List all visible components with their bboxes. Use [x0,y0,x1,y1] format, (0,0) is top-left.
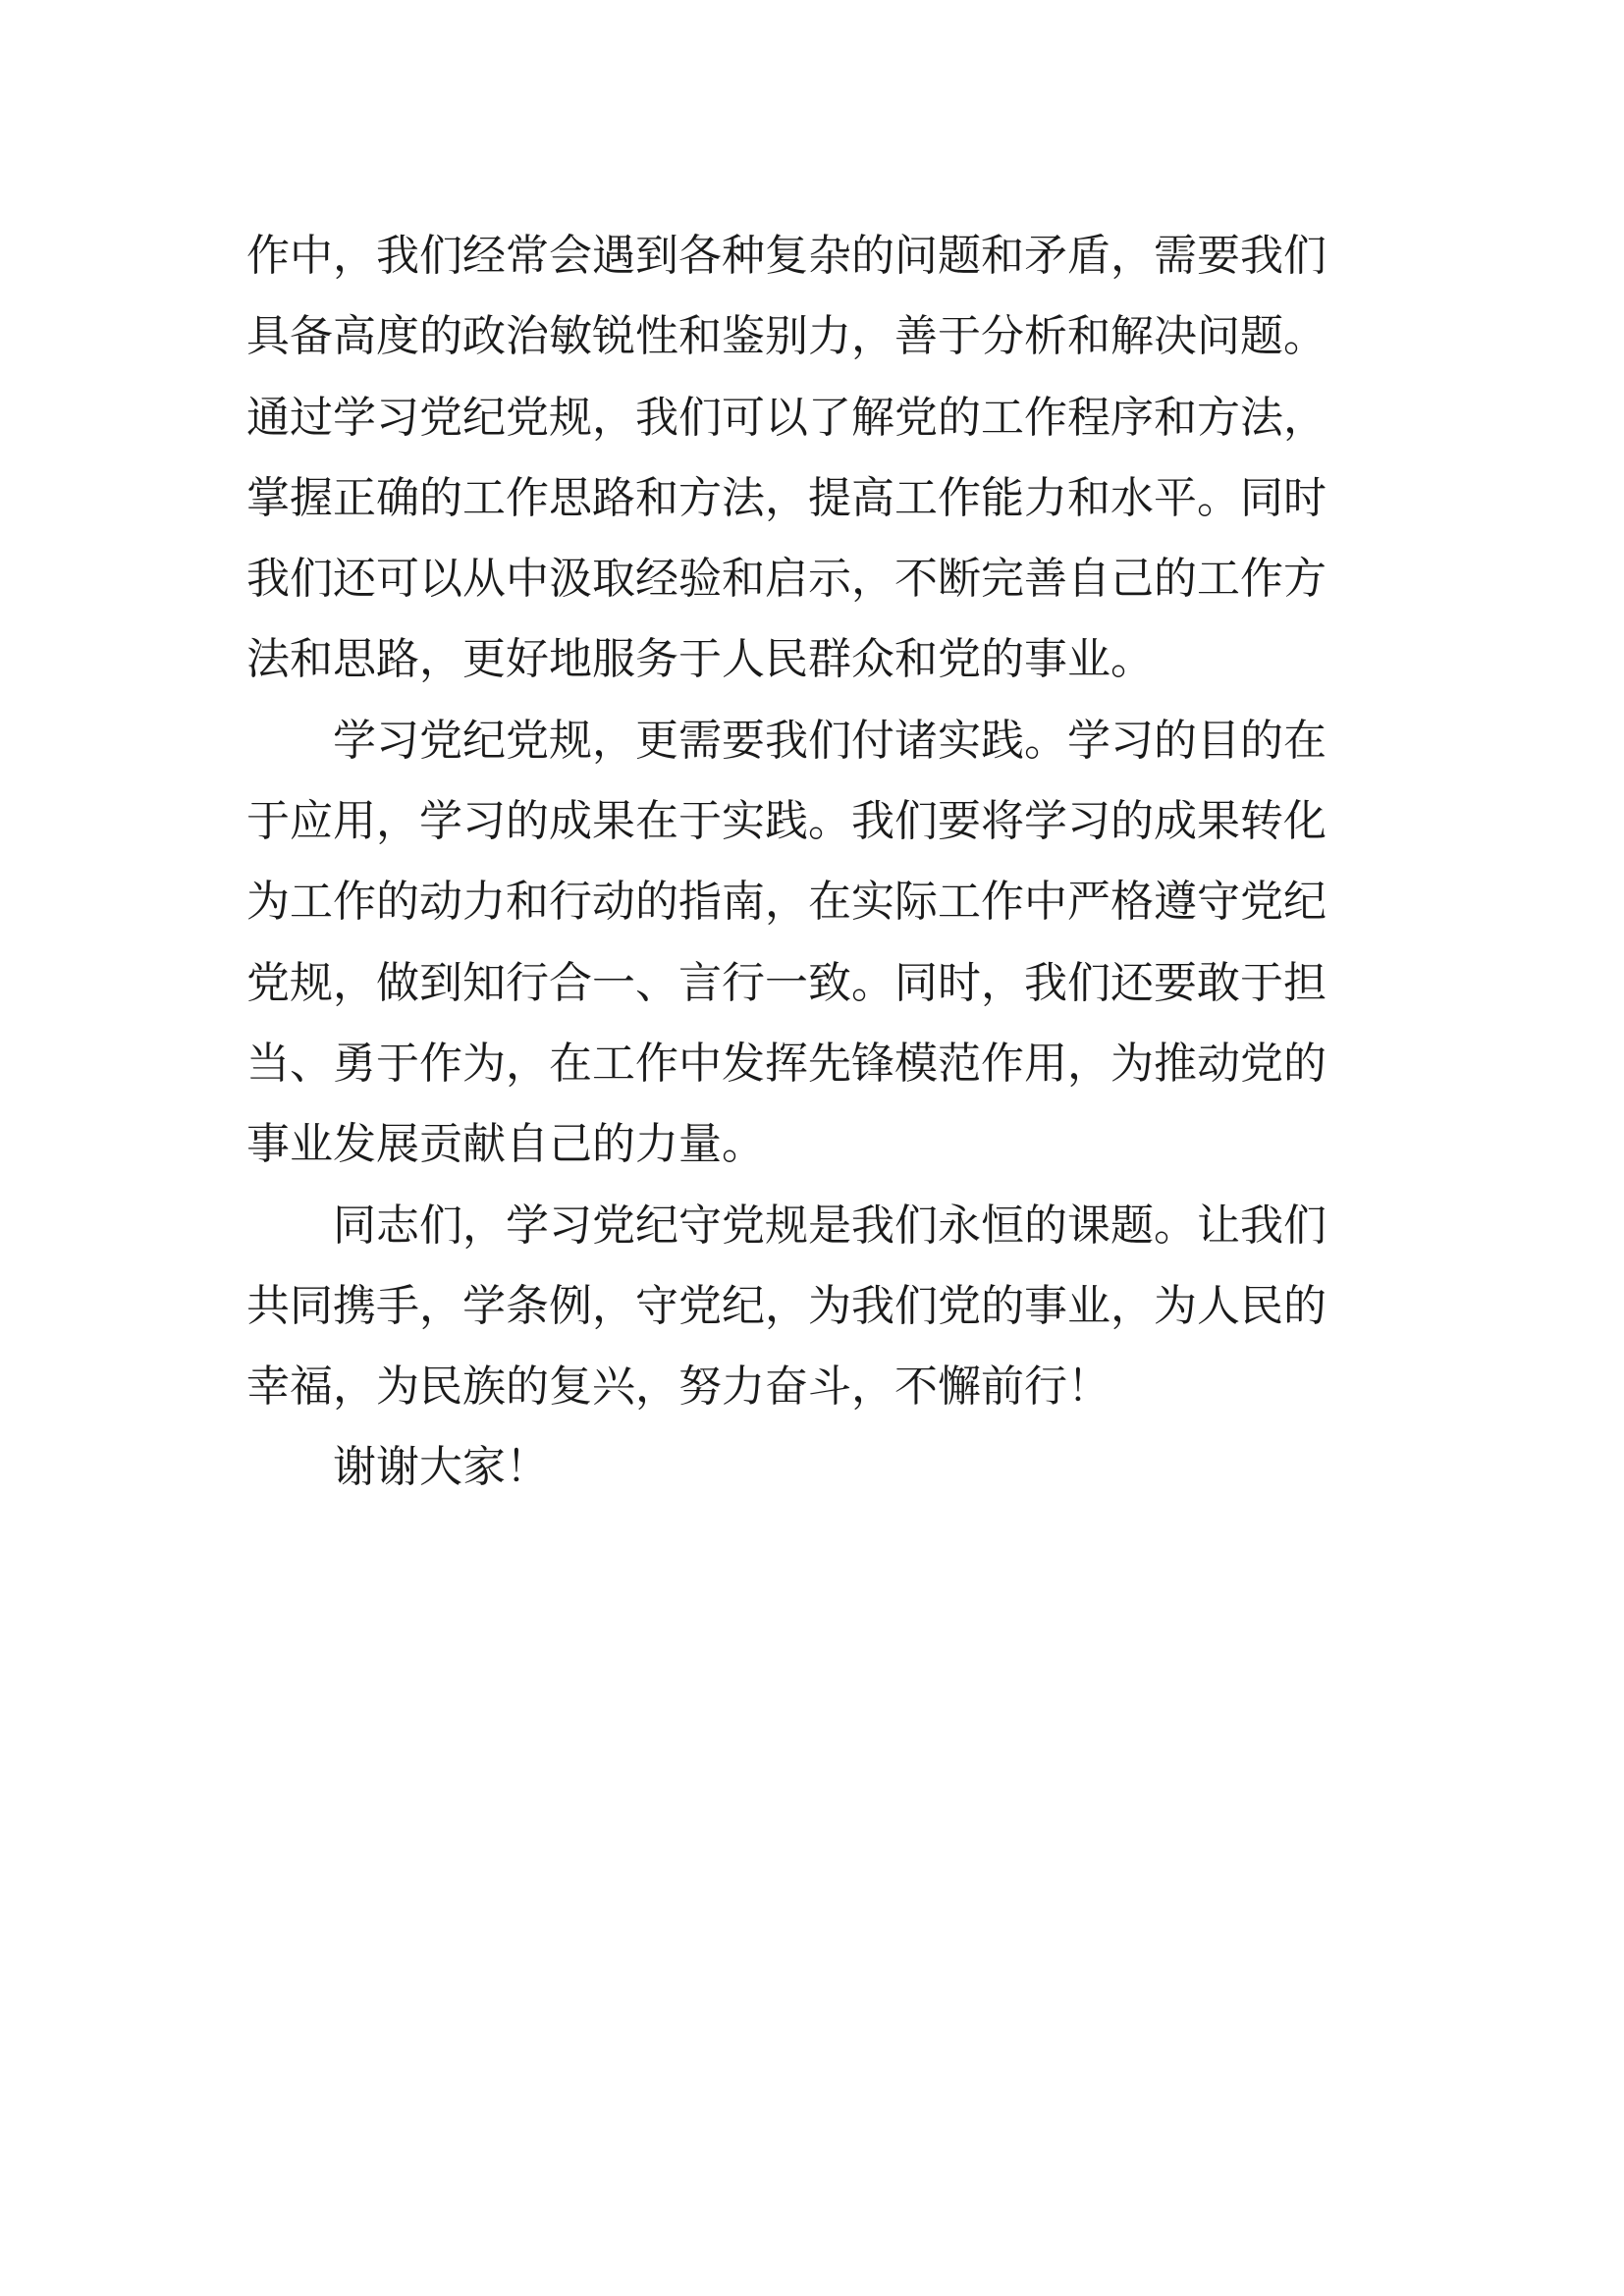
paragraph-thanks [246,1427,1385,1508]
text-line: 通过学习党纪党规，我们可以了解党的工作程序和方法， [246,392,1326,443]
paragraph-practice [246,701,1385,1186]
text-line: 事业发展贡献自己的力量。 [246,1119,765,1170]
paragraph-conclusion [246,1186,1385,1428]
text-line: 幸福，为民族的复兴，努力奋斗，不懈前行！ [246,1362,1110,1413]
text-line: 于应用，学习的成果在于实践。我们要将学习的成果转化 [246,796,1326,847]
text-line: 学习党纪党规，更需要我们付诸实践。学习的目的在 [333,715,1326,766]
text-line: 当、勇于作为，在工作中发挥先锋模范作用，为推动党的 [246,1038,1326,1089]
text-line: 作中，我们经常会遇到各种复杂的问题和矛盾，需要我们 [246,231,1326,281]
text-line: 共同携手，学条例，守党纪，为我们党的事业，为人民的 [246,1280,1326,1331]
text-line: 法和思路，更好地服务于人民群众和党的事业。 [246,634,1154,685]
text-line: 具备高度的政治敏锐性和鉴别力，善于分析和解决问题。 [246,311,1326,362]
document-body [246,216,1385,1509]
text-line: 谢谢大家！ [333,1442,549,1493]
text-line: 我们还可以从中汲取经验和启示，不断完善自己的工作方 [246,554,1326,605]
paragraph-continuation [246,216,1385,701]
text-line: 党规，做到知行合一、言行一致。同时，我们还要敢于担 [246,957,1326,1008]
text-line: 掌握正确的工作思路和方法，提高工作能力和水平。同时 [246,472,1326,523]
text-line: 同志们，学习党纪守党规是我们永恒的课题。让我们 [333,1200,1326,1251]
text-line: 为工作的动力和行动的指南，在实际工作中严格遵守党纪 [246,877,1326,928]
